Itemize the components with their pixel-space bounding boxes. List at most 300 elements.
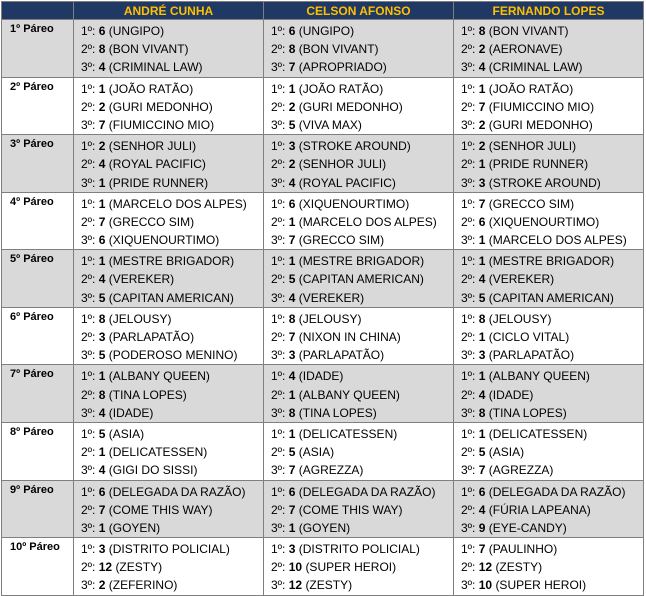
horse-number: 8 xyxy=(288,42,296,57)
pick-line xyxy=(461,404,643,422)
table-row xyxy=(2,20,644,78)
pick-position: 3º: xyxy=(461,290,476,305)
horse-number: 6 xyxy=(288,484,296,499)
pick-line xyxy=(461,386,643,404)
picks-cell-fernando-lopes xyxy=(454,77,644,135)
pick-position: 2º: xyxy=(271,99,286,114)
picks-cell-celson-afonso xyxy=(264,192,454,250)
horse-number: 5 xyxy=(288,445,296,460)
race-label: 5º Páreo xyxy=(2,250,74,308)
header-fernando-lopes: FERNANDO LOPES xyxy=(454,2,644,20)
picks-cell-andre-cunha xyxy=(74,365,264,423)
horse-name: (DELEGADA DA RAZÃO) xyxy=(108,484,246,499)
pick-position: 1º: xyxy=(81,369,96,384)
horse-name: (ASIA) xyxy=(298,445,335,460)
pick-position: 3º: xyxy=(81,405,96,420)
horse-name: (DELEGADA DA RAZÃO) xyxy=(488,484,626,499)
horse-name: (GIGI DO SISSI) xyxy=(108,463,198,478)
pick-position: 3º: xyxy=(461,348,476,363)
pick-line xyxy=(271,270,453,288)
picks-cell-fernando-lopes xyxy=(454,422,644,480)
horse-number: 6 xyxy=(478,484,486,499)
pick-line xyxy=(81,558,263,576)
horse-number: 7 xyxy=(98,214,106,229)
pick-line xyxy=(81,98,263,116)
horse-number: 1 xyxy=(478,369,486,384)
pick-position: 1º: xyxy=(271,542,286,557)
pick-line xyxy=(461,425,643,443)
pick-position: 3º: xyxy=(461,117,476,132)
pick-position: 1º: xyxy=(461,196,476,211)
horse-name: (MESTRE BRIGADOR) xyxy=(298,254,425,269)
pick-position: 2º: xyxy=(271,157,286,172)
pick-position: 3º: xyxy=(81,233,96,248)
pick-position: 2º: xyxy=(461,214,476,229)
pick-position: 3º: xyxy=(271,463,286,478)
horse-name: (IDADE) xyxy=(108,405,154,420)
pick-position: 2º: xyxy=(81,42,96,57)
horse-name: (CAPITAN AMERICAN) xyxy=(298,272,424,287)
horse-number: 8 xyxy=(98,42,106,57)
horse-number: 1 xyxy=(98,445,106,460)
pick-position: 2º: xyxy=(271,214,286,229)
pick-position: 2º: xyxy=(461,387,476,402)
pick-position: 2º: xyxy=(271,387,286,402)
horse-number: 8 xyxy=(288,311,296,326)
pick-position: 2º: xyxy=(271,272,286,287)
horse-name: (JOÃO RATÃO) xyxy=(298,81,384,96)
pick-position: 1º: xyxy=(271,139,286,154)
pick-line xyxy=(81,40,263,58)
race-label: 9º Páreo xyxy=(2,480,74,538)
pick-line xyxy=(271,386,453,404)
horse-number: 7 xyxy=(98,117,106,132)
pick-line xyxy=(461,195,643,213)
pick-position: 3º: xyxy=(271,578,286,593)
header-celson-afonso: CELSON AFONSO xyxy=(264,2,454,20)
pick-line xyxy=(81,252,263,270)
pick-line xyxy=(271,310,453,328)
horse-number: 4 xyxy=(478,272,486,287)
horse-number: 4 xyxy=(478,60,486,75)
horse-name: (APROPRIADO) xyxy=(298,60,387,75)
horse-name: (XIQUENOURTIMO) xyxy=(108,233,220,248)
pick-line xyxy=(81,22,263,40)
horse-name: (MESTRE BRIGADOR) xyxy=(108,254,235,269)
horse-number: 6 xyxy=(98,484,106,499)
pick-position: 2º: xyxy=(81,445,96,460)
pick-line xyxy=(271,231,453,249)
race-label: 4º Páreo xyxy=(2,192,74,250)
pick-position: 1º: xyxy=(81,254,96,269)
pick-position: 1º: xyxy=(81,311,96,326)
pick-line xyxy=(271,40,453,58)
horse-number: 3 xyxy=(478,175,486,190)
pick-position: 2º: xyxy=(271,502,286,517)
pick-line xyxy=(461,155,643,173)
horse-number: 1 xyxy=(288,254,296,269)
pick-position: 2º: xyxy=(81,214,96,229)
pick-position: 2º: xyxy=(81,502,96,517)
table-row xyxy=(2,480,644,538)
picks-cell-celson-afonso xyxy=(264,135,454,193)
pick-position: 1º: xyxy=(461,24,476,38)
pick-position: 1º: xyxy=(271,426,286,441)
picks-cell-andre-cunha xyxy=(74,77,264,135)
picks-cell-fernando-lopes xyxy=(454,135,644,193)
horse-number: 3 xyxy=(98,542,106,557)
picks-cell-andre-cunha xyxy=(74,538,264,596)
pick-line xyxy=(271,98,453,116)
horse-number: 7 xyxy=(288,502,296,517)
pick-line xyxy=(271,425,453,443)
horse-name: (AGREZZA) xyxy=(488,463,554,478)
race-label: 1º Páreo xyxy=(2,20,74,78)
horse-number: 6 xyxy=(98,233,106,248)
horse-name: (CAPITAN AMERICAN) xyxy=(488,290,614,305)
horse-name: (ALBANY QUEEN) xyxy=(298,387,400,402)
race-label: 6º Páreo xyxy=(2,307,74,365)
horse-name: (PARLAPATÃO) xyxy=(298,348,385,363)
horse-number: 7 xyxy=(478,463,486,478)
pick-line xyxy=(81,270,263,288)
horse-name: (GOYEN) xyxy=(298,520,351,535)
pick-position: 3º: xyxy=(81,60,96,75)
horse-number: 1 xyxy=(478,254,486,269)
horse-name: (XIQUENOURTIMO) xyxy=(488,214,600,229)
horse-name: (PARLAPATÃO) xyxy=(108,330,195,344)
horse-number: 1 xyxy=(98,520,106,535)
picks-cell-fernando-lopes xyxy=(454,538,644,596)
pick-line xyxy=(461,80,643,98)
pick-line xyxy=(81,116,263,134)
horse-number: 5 xyxy=(478,290,486,305)
horse-name: (XIQUENOURTIMO) xyxy=(298,196,410,211)
horse-name: (ROYAL PACIFIC) xyxy=(298,175,396,190)
horse-number: 2 xyxy=(98,578,106,593)
pick-line xyxy=(271,443,453,461)
pick-line xyxy=(461,540,643,558)
pick-line xyxy=(461,367,643,385)
horse-number: 2 xyxy=(478,117,486,132)
horse-name: (CRIMINAL LAW) xyxy=(488,60,583,75)
picks-cell-celson-afonso xyxy=(264,307,454,365)
pick-position: 1º: xyxy=(81,484,96,499)
picks-cell-andre-cunha xyxy=(74,135,264,193)
horse-number: 6 xyxy=(288,196,296,211)
pick-line xyxy=(271,576,453,594)
pick-line xyxy=(461,270,643,288)
horse-name: (FIUMICCINO MIO) xyxy=(108,117,215,132)
horse-number: 3 xyxy=(288,542,296,557)
pick-line xyxy=(271,195,453,213)
picks-cell-celson-afonso xyxy=(264,538,454,596)
horse-number: 1 xyxy=(98,81,106,96)
picks-cell-fernando-lopes xyxy=(454,307,644,365)
pick-line xyxy=(461,443,643,461)
pick-position: 3º: xyxy=(461,233,476,248)
pick-line xyxy=(461,174,643,192)
horse-name: (DISTRITO POLICIAL) xyxy=(108,542,230,557)
horse-number: 4 xyxy=(288,175,296,190)
pick-position: 1º: xyxy=(81,542,96,557)
horse-number: 7 xyxy=(288,233,296,248)
pick-position: 1º: xyxy=(461,542,476,557)
horse-name: (PRIDE RUNNER) xyxy=(488,157,589,172)
horse-name: (CAPITAN AMERICAN) xyxy=(108,290,234,305)
pick-line xyxy=(461,213,643,231)
horse-number: 5 xyxy=(478,445,486,460)
pick-line xyxy=(271,404,453,422)
horse-name: (DELICATESSEN) xyxy=(298,426,398,441)
horse-name: (STROKE AROUND) xyxy=(488,175,601,190)
horse-name: (VIVA MAX) xyxy=(298,117,362,132)
horse-name: (UNGIPO) xyxy=(108,24,165,38)
horse-name: (MARCELO DOS ALPES) xyxy=(108,196,247,211)
pick-position: 1º: xyxy=(461,311,476,326)
pick-line xyxy=(271,519,453,537)
table-row xyxy=(2,77,644,135)
horse-number: 1 xyxy=(478,426,486,441)
pick-position: 2º: xyxy=(461,99,476,114)
pick-position: 1º: xyxy=(461,369,476,384)
pick-line xyxy=(81,519,263,537)
horse-number: 2 xyxy=(98,99,106,114)
pick-position: 2º: xyxy=(461,330,476,344)
pick-position: 3º: xyxy=(81,578,96,593)
pick-position: 3º: xyxy=(461,60,476,75)
horse-name: (PAULINHO) xyxy=(488,542,558,557)
pick-line xyxy=(81,576,263,594)
pick-line xyxy=(271,367,453,385)
pick-line xyxy=(271,174,453,192)
horse-number: 1 xyxy=(98,175,106,190)
pick-line xyxy=(271,461,453,479)
pick-line xyxy=(461,558,643,576)
picks-cell-celson-afonso xyxy=(264,422,454,480)
horse-name: (AERONAVE) xyxy=(488,42,563,57)
horse-number: 3 xyxy=(288,139,296,154)
horse-name: (GRECCO SIM) xyxy=(298,233,385,248)
picks-cell-celson-afonso xyxy=(264,20,454,78)
picks-cell-andre-cunha xyxy=(74,480,264,538)
pick-line xyxy=(81,195,263,213)
pick-line xyxy=(461,310,643,328)
pick-position: 3º: xyxy=(81,520,96,535)
horse-name: (ALBANY QUEEN) xyxy=(488,369,590,384)
pick-line xyxy=(461,40,643,58)
pick-line xyxy=(461,231,643,249)
horse-name: (GRECCO SIM) xyxy=(488,196,575,211)
horse-name: (ZESTY) xyxy=(495,560,543,575)
horse-name: (DISTRITO POLICIAL) xyxy=(298,542,420,557)
header-andre-cunha: ANDRÉ CUNHA xyxy=(74,2,264,20)
race-label: 2º Páreo xyxy=(2,77,74,135)
pick-position: 1º: xyxy=(461,81,476,96)
pick-line xyxy=(81,58,263,76)
horse-name: (GURI MEDONHO) xyxy=(488,117,593,132)
horse-number: 1 xyxy=(288,387,296,402)
pick-line xyxy=(271,137,453,155)
horse-name: (PODEROSO MENINO) xyxy=(108,348,238,363)
table-row xyxy=(2,538,644,596)
pick-position: 3º: xyxy=(271,117,286,132)
picks-cell-andre-cunha xyxy=(74,20,264,78)
horse-number: 5 xyxy=(98,426,106,441)
pick-position: 2º: xyxy=(81,99,96,114)
picks-table xyxy=(1,1,644,596)
pick-line xyxy=(81,404,263,422)
horse-name: (EYE-CANDY) xyxy=(488,520,567,535)
table-row xyxy=(2,135,644,193)
horse-number: 4 xyxy=(478,387,486,402)
pick-position: 1º: xyxy=(81,426,96,441)
horse-name: (AGREZZA) xyxy=(298,463,364,478)
horse-number: 8 xyxy=(288,405,296,420)
pick-position: 2º: xyxy=(81,157,96,172)
pick-position: 2º: xyxy=(461,42,476,57)
pick-line xyxy=(461,252,643,270)
horse-number: 10 xyxy=(478,578,493,593)
horse-name: (SENHOR JULI) xyxy=(298,157,387,172)
pick-line xyxy=(271,58,453,76)
horse-number: 3 xyxy=(288,348,296,363)
pick-line xyxy=(271,346,453,364)
pick-line xyxy=(461,461,643,479)
pick-position: 1º: xyxy=(81,139,96,154)
picks-cell-fernando-lopes xyxy=(454,20,644,78)
pick-position: 3º: xyxy=(461,463,476,478)
horse-number: 12 xyxy=(478,560,493,575)
pick-position: 1º: xyxy=(271,81,286,96)
pick-line xyxy=(271,289,453,307)
horse-number: 1 xyxy=(478,233,486,248)
horse-number: 4 xyxy=(478,502,486,517)
horse-number: 12 xyxy=(98,560,113,575)
pick-line xyxy=(271,483,453,501)
table-row xyxy=(2,250,644,308)
pick-position: 2º: xyxy=(271,42,286,57)
pick-line xyxy=(271,252,453,270)
horse-number: 4 xyxy=(288,369,296,384)
pick-position: 3º: xyxy=(461,405,476,420)
horse-number: 8 xyxy=(478,24,486,38)
pick-position: 1º: xyxy=(271,24,286,38)
pick-line xyxy=(81,80,263,98)
pick-line xyxy=(81,310,263,328)
horse-number: 4 xyxy=(98,157,106,172)
pick-line xyxy=(461,116,643,134)
horse-number: 10 xyxy=(288,560,303,575)
pick-position: 1º: xyxy=(461,426,476,441)
horse-number: 1 xyxy=(478,157,486,172)
horse-name: (JOÃO RATÃO) xyxy=(108,81,194,96)
pick-position: 1º: xyxy=(461,254,476,269)
picks-cell-celson-afonso xyxy=(264,250,454,308)
horse-name: (GURI MEDONHO) xyxy=(108,99,213,114)
horse-name: (CICLO VITAL) xyxy=(488,330,570,344)
picks-cell-celson-afonso xyxy=(264,365,454,423)
horse-number: 6 xyxy=(288,24,296,38)
pick-position: 3º: xyxy=(271,175,286,190)
race-label: 8º Páreo xyxy=(2,422,74,480)
pick-position: 2º: xyxy=(461,502,476,517)
horse-number: 8 xyxy=(478,311,486,326)
horse-name: (ROYAL PACIFIC) xyxy=(108,157,206,172)
pick-line xyxy=(81,483,263,501)
horse-number: 2 xyxy=(288,99,296,114)
pick-position: 3º: xyxy=(81,175,96,190)
race-label: 10º Páreo xyxy=(2,538,74,596)
pick-position: 2º: xyxy=(271,330,286,344)
horse-name: (GURI MEDONHO) xyxy=(298,99,403,114)
horse-number: 8 xyxy=(98,387,106,402)
pick-position: 3º: xyxy=(81,348,96,363)
horse-number: 7 xyxy=(478,196,486,211)
pick-position: 3º: xyxy=(271,60,286,75)
pick-position: 1º: xyxy=(271,196,286,211)
pick-position: 3º: xyxy=(271,290,286,305)
horse-name: (MARCELO DOS ALPES) xyxy=(488,233,627,248)
pick-line xyxy=(461,328,643,346)
pick-line xyxy=(461,576,643,594)
header-row xyxy=(2,2,644,20)
horse-name: (ASIA) xyxy=(488,445,525,460)
pick-position: 2º: xyxy=(81,272,96,287)
horse-number: 12 xyxy=(288,578,303,593)
horse-name: (TINA LOPES) xyxy=(108,387,187,402)
horse-number: 4 xyxy=(98,405,106,420)
horse-name: (PRIDE RUNNER) xyxy=(108,175,209,190)
picks-cell-celson-afonso xyxy=(264,77,454,135)
horse-name: (VEREKER) xyxy=(488,272,555,287)
pick-position: 2º: xyxy=(81,387,96,402)
horse-name: (STROKE AROUND) xyxy=(298,139,411,154)
horse-name: (SENHOR JULI) xyxy=(108,139,197,154)
horse-number: 3 xyxy=(478,348,486,363)
pick-line xyxy=(81,155,263,173)
horse-name: (JELOUSY) xyxy=(298,311,362,326)
horse-number: 7 xyxy=(478,542,486,557)
horse-name: (GRECCO SIM) xyxy=(108,214,195,229)
horse-number: 8 xyxy=(478,405,486,420)
corner-cell xyxy=(2,2,74,20)
pick-position: 3º: xyxy=(461,175,476,190)
horse-number: 1 xyxy=(98,254,106,269)
horse-name: (ZESTY) xyxy=(305,578,353,593)
horse-number: 7 xyxy=(478,99,486,114)
pick-position: 3º: xyxy=(461,578,476,593)
picks-cell-andre-cunha xyxy=(74,192,264,250)
pick-line xyxy=(461,483,643,501)
pick-line xyxy=(81,443,263,461)
pick-position: 1º: xyxy=(81,81,96,96)
horse-name: (BON VIVANT) xyxy=(108,42,189,57)
pick-line xyxy=(271,540,453,558)
pick-position: 2º: xyxy=(461,272,476,287)
horse-number: 1 xyxy=(288,81,296,96)
race-label: 7º Páreo xyxy=(2,365,74,423)
horse-number: 7 xyxy=(288,60,296,75)
horse-number: 8 xyxy=(98,311,106,326)
pick-line xyxy=(461,22,643,40)
horse-name: (VEREKER) xyxy=(298,290,365,305)
horse-name: (SUPER HEROI) xyxy=(305,560,397,575)
pick-line xyxy=(81,328,263,346)
horse-name: (DELICATESSEN) xyxy=(488,426,588,441)
horse-name: (PARLAPATÃO) xyxy=(488,348,575,363)
pick-line xyxy=(81,386,263,404)
